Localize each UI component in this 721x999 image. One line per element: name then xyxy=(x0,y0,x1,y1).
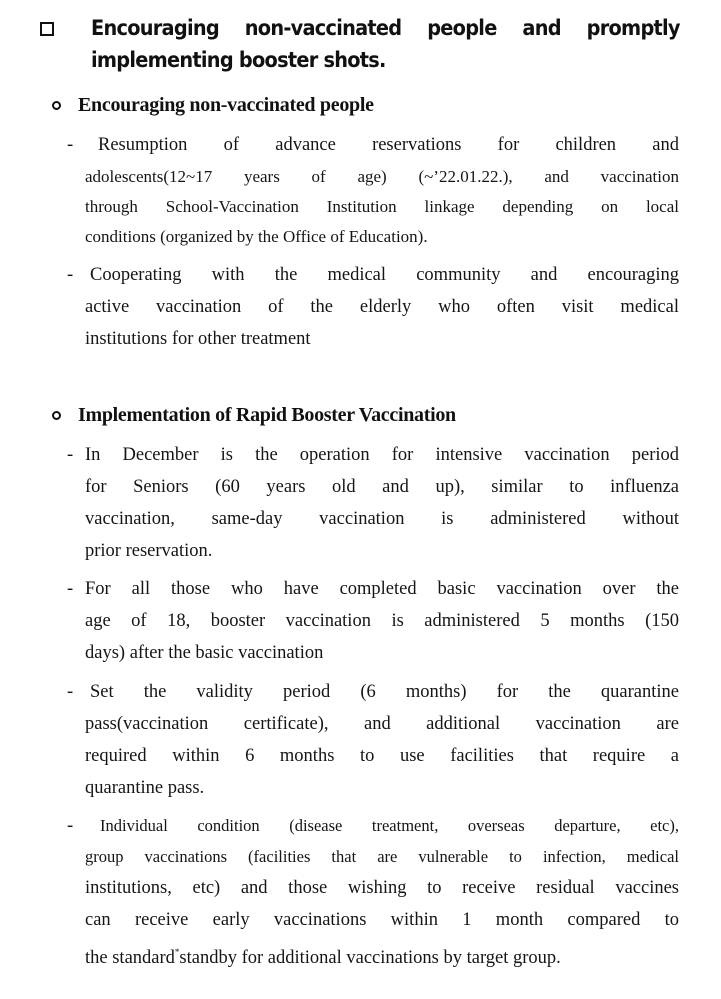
item-line: can receive early vaccinations within 1 month compared to xyxy=(85,910,679,930)
heading-text xyxy=(91,12,680,76)
item-line: for Seniors (60 years old and up), similar to influenza xyxy=(85,477,679,497)
item-line: required within 6 months to use facilities that require a xyxy=(85,746,679,766)
heading-line: Encouraging non-vaccinated people and promptly xyxy=(91,16,680,40)
square-box-icon xyxy=(40,22,54,36)
item-line: days) after the basic vaccination xyxy=(85,643,324,663)
item-line: institutions for other treatment xyxy=(85,329,311,349)
item-line: vaccination, same-day vaccination is administered without xyxy=(85,509,679,529)
dash-bullet: - xyxy=(67,682,74,702)
item-line: Cooperating with the medical community and encouraging xyxy=(90,265,679,285)
dash-bullet: - xyxy=(67,579,74,599)
section-title-text: Implementation of Rapid Booster Vaccination xyxy=(78,404,456,426)
circle-bullet-icon xyxy=(52,411,61,420)
item-line-last xyxy=(85,936,679,968)
dash-bullet: - xyxy=(67,816,74,836)
heading-line: implementing booster shots. xyxy=(91,48,386,72)
item-line: institutions, etc) and those wishing to receive residual vaccines xyxy=(85,878,679,898)
item-line: Resumption of advance reservations for children and xyxy=(98,135,679,155)
dash-bullet: - xyxy=(67,265,74,285)
line-text-after: standby for additional vaccinations by target group. xyxy=(179,948,561,968)
item-line: pass(vaccination certificate), and additional vaccination are xyxy=(85,714,679,734)
item-line: adolescents(12~17 years of age) (~’22.01.22.), and vaccination xyxy=(85,167,679,186)
item-line: conditions (organized by the Office of Education). xyxy=(85,227,428,246)
item-line: active vaccination of the elderly who often visit medical xyxy=(85,297,679,317)
item-line: age of 18, booster vaccination is administered 5 months (150 xyxy=(85,611,679,631)
footnote-marker: * xyxy=(174,947,180,957)
item-line: Individual condition (disease treatment, overseas departure, etc), xyxy=(100,816,679,835)
item-line: prior reservation. xyxy=(85,541,213,561)
item-line: group vaccinations (facilities that are vulnerable to infection, medical xyxy=(85,847,679,866)
line-text-before: the standard xyxy=(85,948,175,968)
dash-bullet: - xyxy=(67,135,74,155)
circle-bullet-icon xyxy=(52,101,61,110)
item-line: through School-Vaccination Institution linkage depending on local xyxy=(85,197,679,216)
dash-bullet: - xyxy=(67,445,74,465)
item-line: For all those who have completed basic vaccination over the xyxy=(85,579,679,599)
item-line: quarantine pass. xyxy=(85,778,205,798)
item-line: Set the validity period (6 months) for the quarantine xyxy=(90,682,679,702)
item-line: In December is the operation for intensive vaccination period xyxy=(85,445,679,465)
section-title-text: Encouraging non-vaccinated people xyxy=(78,94,374,116)
